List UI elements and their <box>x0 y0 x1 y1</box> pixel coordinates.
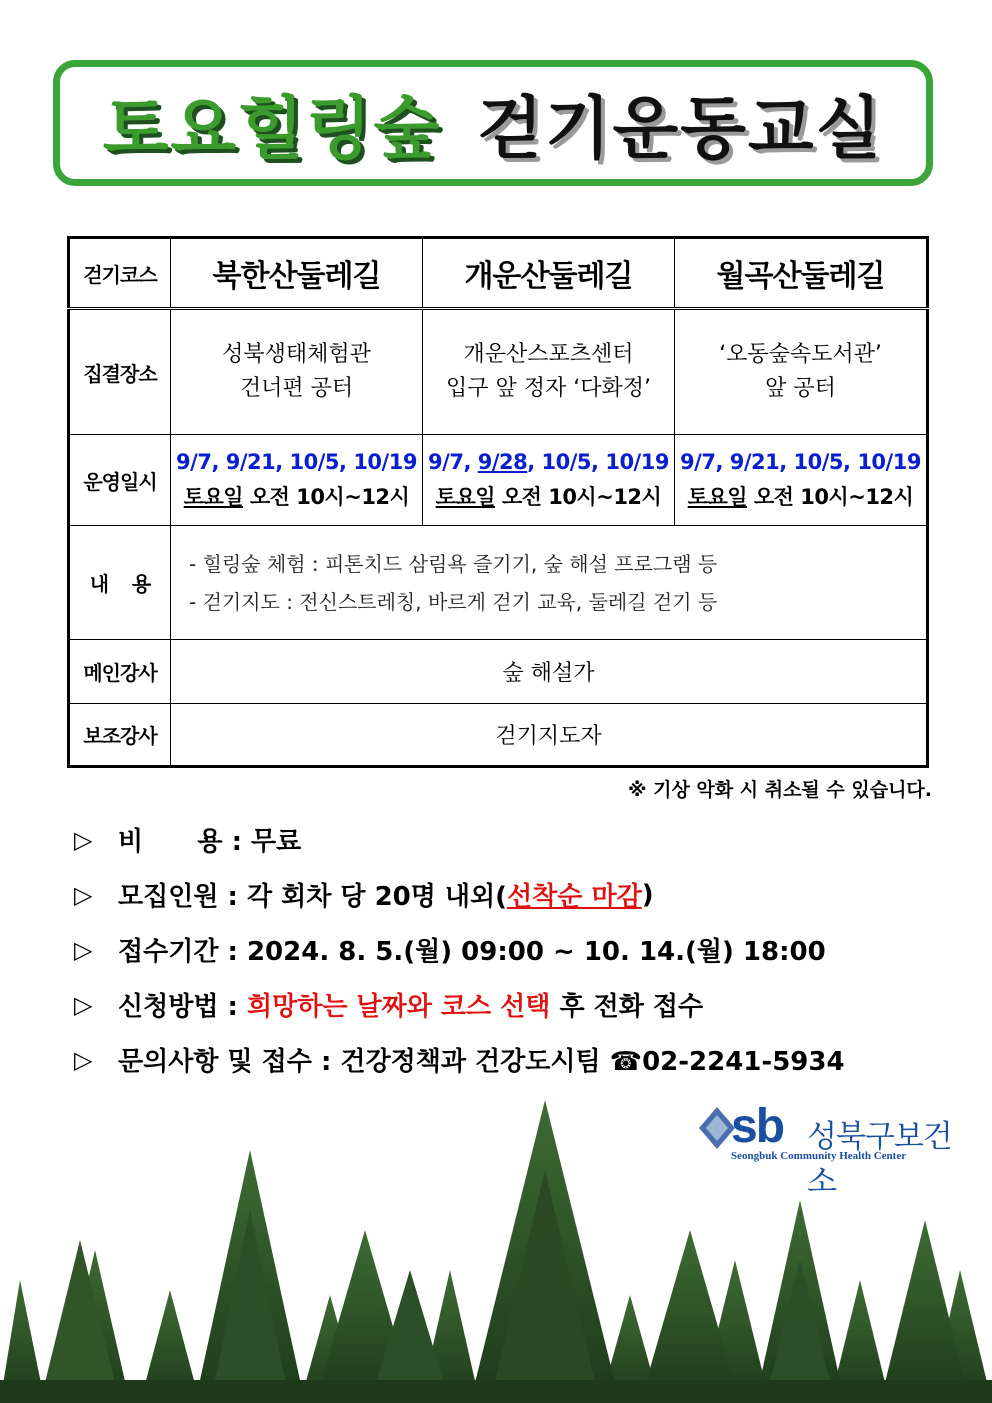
page-title <box>103 75 884 172</box>
time-day-3: 토요일 <box>687 485 748 509</box>
cost-text: 비 용 : 무료 <box>118 827 302 857</box>
weather-note: ※ 기상 악화 시 취소될 수 있습니다. <box>628 779 932 801</box>
time-day-1: 토요일 <box>183 485 244 509</box>
program-table <box>67 236 929 768</box>
time-rest-3: 오전 10시~12시 <box>747 485 914 509</box>
course-wolgoksan: 월곡산둘레길 <box>675 238 928 309</box>
title-banner <box>53 60 933 186</box>
meeting-place-2-line2: 입구 앞 정자 ‘다화정’ <box>446 376 651 401</box>
main-instructor-value: 숲 해설가 <box>171 640 928 704</box>
arrow-icon: ▷ <box>74 935 93 964</box>
content-row <box>69 526 928 640</box>
content-cell <box>171 526 928 640</box>
arrow-icon: ▷ <box>74 880 93 909</box>
time-2 <box>423 479 674 515</box>
info-contact <box>74 1032 954 1087</box>
meeting-place-2 <box>423 309 675 435</box>
course-gaeunsan: 개운산둘레길 <box>423 238 675 309</box>
apply-text: 신청방법 : <box>118 992 247 1022</box>
course-bukhansan: 북한산둘레길 <box>171 238 423 309</box>
dates-2-a: 9/7, <box>428 450 478 474</box>
time-day-2: 토요일 <box>435 485 496 509</box>
time-rest-1: 오전 10시~12시 <box>243 485 410 509</box>
sub-instructor-row <box>69 704 928 767</box>
recruit-close: ) <box>641 879 654 910</box>
meeting-place-3-line1: ‘오동숲속도서관’ <box>719 342 882 367</box>
dates-2-changed: 9/28 <box>477 450 528 474</box>
meeting-place-1-line1: 성북생태체험관 <box>222 342 371 367</box>
schedule-cell-3 <box>675 435 928 526</box>
info-list <box>74 812 954 1087</box>
time-rest-2: 오전 10시~12시 <box>495 485 662 509</box>
arrow-icon: ▷ <box>74 1045 93 1074</box>
dates-3: 9/7, 9/21, 10/5, 10/19 <box>680 450 921 474</box>
meeting-header: 집결장소 <box>69 309 171 435</box>
info-apply <box>74 977 954 1032</box>
meeting-place-2-line1: 개운산스포츠센터 <box>463 342 634 367</box>
schedule-cell-1 <box>171 435 423 526</box>
arrow-icon: ▷ <box>74 825 93 854</box>
apply-rest: 후 전화 접수 <box>550 992 704 1022</box>
schedule-header: 운영일시 <box>69 435 171 526</box>
content-line-2: - 걷기지도 : 전신스트레칭, 바르게 걷기 교육, 둘레길 걷기 등 <box>189 589 718 614</box>
logo-korean-name: 성북구보건소 <box>807 1119 952 1200</box>
time-1 <box>171 479 422 515</box>
contact-text: 문의사항 및 접수 : 건강정책과 건강도시팀 ☎02-2241-5934 <box>118 1047 845 1077</box>
schedule-row <box>69 435 928 526</box>
info-cost <box>74 812 954 867</box>
health-center-logo <box>695 1100 975 1200</box>
recruit-highlight: 선착순 마감 <box>507 882 642 912</box>
info-recruit <box>74 867 954 922</box>
meeting-row <box>69 309 928 435</box>
logo-english-name: Seongbuk Community Health Center <box>731 1150 907 1162</box>
course-row <box>69 238 928 309</box>
content-line-1: - 힐링숲 체험 : 피톤치드 삼림욕 즐기기, 숲 해설 프로그램 등 <box>189 551 718 576</box>
arrow-icon: ▷ <box>74 990 93 1019</box>
title-green-part: 토요힐링숲 <box>102 89 442 169</box>
time-3 <box>675 479 926 515</box>
course-header: 걷기코스 <box>69 238 171 309</box>
meeting-place-1-line2: 건너편 공터 <box>239 376 354 401</box>
logo-sb-text: sb <box>731 1100 784 1153</box>
period-text: 접수기간 : 2024. 8. 5.(월) 09:00 ~ 10. 14.(월) 18:00 <box>118 937 826 967</box>
content-header: 내 용 <box>69 526 171 640</box>
main-instructor-header: 메인강사 <box>69 640 171 704</box>
apply-highlight: 희망하는 날짜와 코스 선택 <box>246 992 551 1022</box>
recruit-text: 모집인원 : 각 회차 당 20명 내외( <box>118 882 508 912</box>
sub-instructor-header: 보조강사 <box>69 704 171 767</box>
dates-1: 9/7, 9/21, 10/5, 10/19 <box>176 450 417 474</box>
meeting-place-3-line2: 앞 공터 <box>765 376 836 401</box>
sub-instructor-value: 걷기지도자 <box>171 704 928 767</box>
dates-2 <box>423 445 674 479</box>
schedule-cell-2 <box>423 435 675 526</box>
title-black-part: 걷기운동교실 <box>477 89 884 169</box>
main-instructor-row <box>69 640 928 704</box>
dates-2-c: , 10/5, 10/19 <box>527 450 669 474</box>
meeting-place-1 <box>171 309 423 435</box>
info-period <box>74 922 954 977</box>
meeting-place-3 <box>675 309 928 435</box>
